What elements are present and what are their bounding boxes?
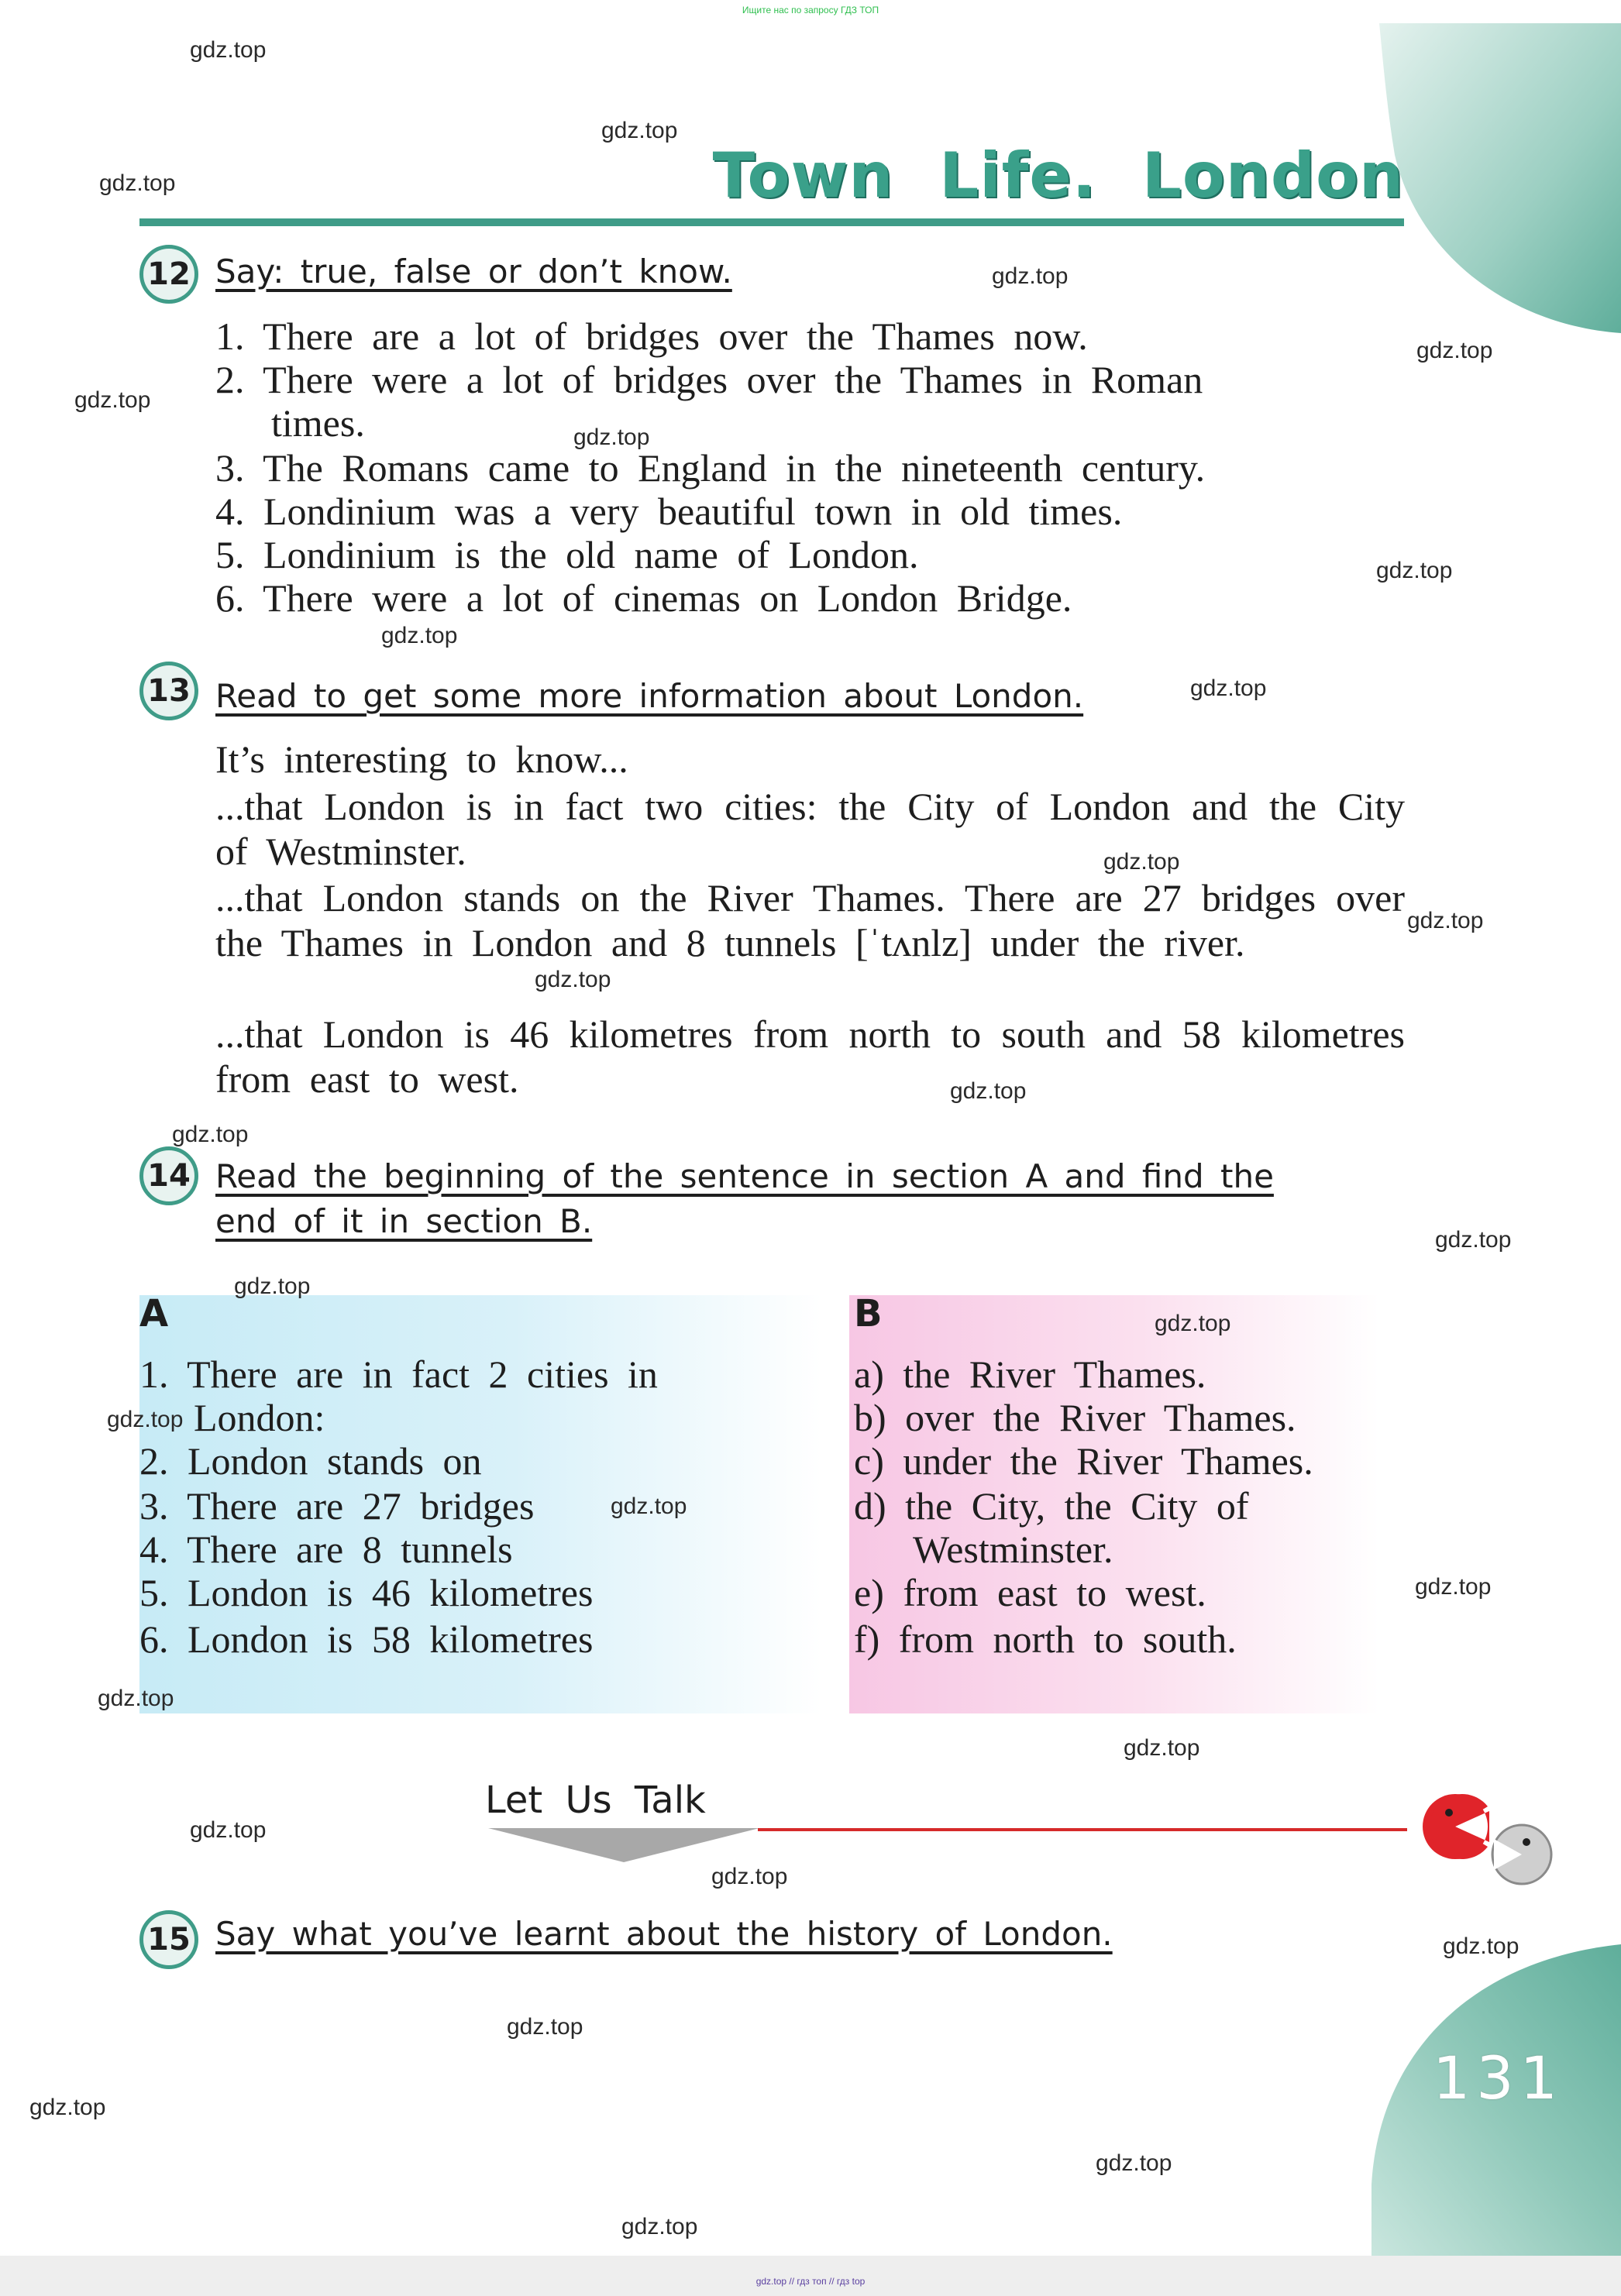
watermark: gdz.top <box>621 2214 698 2239</box>
exercise-15-number: 15 <box>139 1910 198 1969</box>
ex12-line-2-cont: times. <box>271 401 365 445</box>
watermark: gdz.top <box>107 1407 184 1432</box>
watermark: gdz.top <box>601 118 678 143</box>
exercise-13-number: 13 <box>139 662 198 720</box>
page-number: 131 <box>1432 2043 1564 2112</box>
watermark: gdz.top <box>1415 1574 1492 1600</box>
watermark: gdz.top <box>29 2095 106 2120</box>
ex13-paragraph-1: ...that London is in fact two cities: the City of London and the City of Westminster. <box>215 785 1405 873</box>
section-b-line-f: f) from north to south. <box>854 1617 1237 1661</box>
ex12-line-2: 2. There were a lot of bridges over the Thames in Roman <box>215 358 1203 401</box>
ex12-line-4: 4. Londinium was a very beautiful town in old times. <box>215 490 1123 533</box>
watermark: gdz.top <box>190 37 267 63</box>
corner-decoration-top <box>1371 23 1621 333</box>
exercise-14-instruction-line-1: Read the beginning of the sentence in section A and find the <box>215 1157 1274 1195</box>
exercise-14-instruction-line-2: end of it in section B. <box>215 1202 593 1240</box>
section-b-line-d-cont: Westminster. <box>913 1528 1113 1571</box>
ex13-paragraph-3: ...that London is 46 kilometres from north to south and 58 kilometres from east to west. <box>215 1012 1405 1101</box>
bottom-note: gdz.top // гдз топ // гдз top <box>755 2276 866 2287</box>
page-title: Town Life. London <box>712 139 1404 211</box>
ex13-lead: It’s interesting to know... <box>215 737 628 781</box>
watermark: gdz.top <box>99 170 176 196</box>
section-a-line-6: 6. London is 58 kilometres <box>139 1617 594 1661</box>
watermark: gdz.top <box>74 387 151 413</box>
section-a-line-1-cont: London: <box>194 1396 325 1439</box>
watermark: gdz.top <box>1124 1735 1200 1761</box>
watermark: gdz.top <box>1443 1933 1519 1959</box>
watermark: gdz.top <box>535 967 611 992</box>
lets-talk-line <box>758 1828 1407 1831</box>
watermark: gdz.top <box>172 1122 249 1147</box>
watermark: gdz.top <box>1096 2150 1172 2176</box>
watermark: gdz.top <box>1376 558 1453 583</box>
exercise-15-instruction: Say what you’ve learnt about the history of London. <box>215 1915 1113 1953</box>
watermark: gdz.top <box>507 2014 583 2040</box>
watermark: gdz.top <box>381 623 458 648</box>
section-b-label: B <box>854 1292 883 1335</box>
ex12-line-1: 1. There are a lot of bridges over the Thames now. <box>215 314 1088 358</box>
ex12-line-3: 3. The Romans came to England in the nineteenth century. <box>215 446 1206 490</box>
section-b-line-d: d) the City, the City of <box>854 1484 1249 1528</box>
section-b-line-b: b) over the River Thames. <box>854 1396 1296 1439</box>
watermark: gdz.top <box>1103 849 1180 875</box>
watermark: gdz.top <box>611 1493 687 1519</box>
section-a-line-1: 1. There are in fact 2 cities in <box>139 1353 658 1396</box>
watermark: gdz.top <box>1155 1311 1231 1336</box>
section-a-line-2: 2. London stands on <box>139 1439 482 1483</box>
watermark: gdz.top <box>1407 908 1484 933</box>
ex13-paragraph-2: ...that London stands on the River Thames. There are 27 bridges over the Thames in London and 8 tunnels [ˈtʌnlz] under the river. <box>215 876 1405 964</box>
watermark: gdz.top <box>98 1686 174 1711</box>
watermark: gdz.top <box>1435 1227 1512 1253</box>
watermark: gdz.top <box>950 1078 1027 1104</box>
watermark: gdz.top <box>992 263 1069 289</box>
exercise-14-number: 14 <box>139 1146 198 1205</box>
exercise-13-instruction: Read to get some more information about London. <box>215 677 1084 715</box>
pacman-icon <box>1420 1789 1553 1889</box>
watermark: gdz.top <box>1190 675 1267 701</box>
lets-talk-arrow-icon <box>488 1828 759 1864</box>
title-divider <box>139 218 1404 226</box>
section-a-label: A <box>139 1292 169 1335</box>
top-note: Ищите нас по запросу ГДЗ ТОП <box>742 5 879 15</box>
section-a-line-4: 4. There are 8 tunnels <box>139 1528 513 1571</box>
watermark: gdz.top <box>573 424 650 450</box>
section-b-line-a: a) the River Thames. <box>854 1353 1206 1396</box>
watermark: gdz.top <box>234 1273 311 1299</box>
ex12-line-5: 5. Londinium is the old name of London. <box>215 533 919 576</box>
watermark: gdz.top <box>1416 338 1493 363</box>
exercise-12-instruction: Say: true, false or don’t know. <box>215 253 732 290</box>
section-b-line-e: e) from east to west. <box>854 1571 1206 1614</box>
ex12-line-6: 6. There were a lot of cinemas on London Bridge. <box>215 576 1072 620</box>
lets-talk-heading: Let Us Talk <box>485 1779 706 1822</box>
section-a-line-3: 3. There are 27 bridges <box>139 1484 535 1528</box>
watermark: gdz.top <box>190 1817 267 1843</box>
section-a-line-5: 5. London is 46 kilometres <box>139 1571 594 1614</box>
exercise-12-number: 12 <box>139 245 198 304</box>
section-b-line-c: c) under the River Thames. <box>854 1439 1313 1483</box>
watermark: gdz.top <box>711 1864 788 1889</box>
